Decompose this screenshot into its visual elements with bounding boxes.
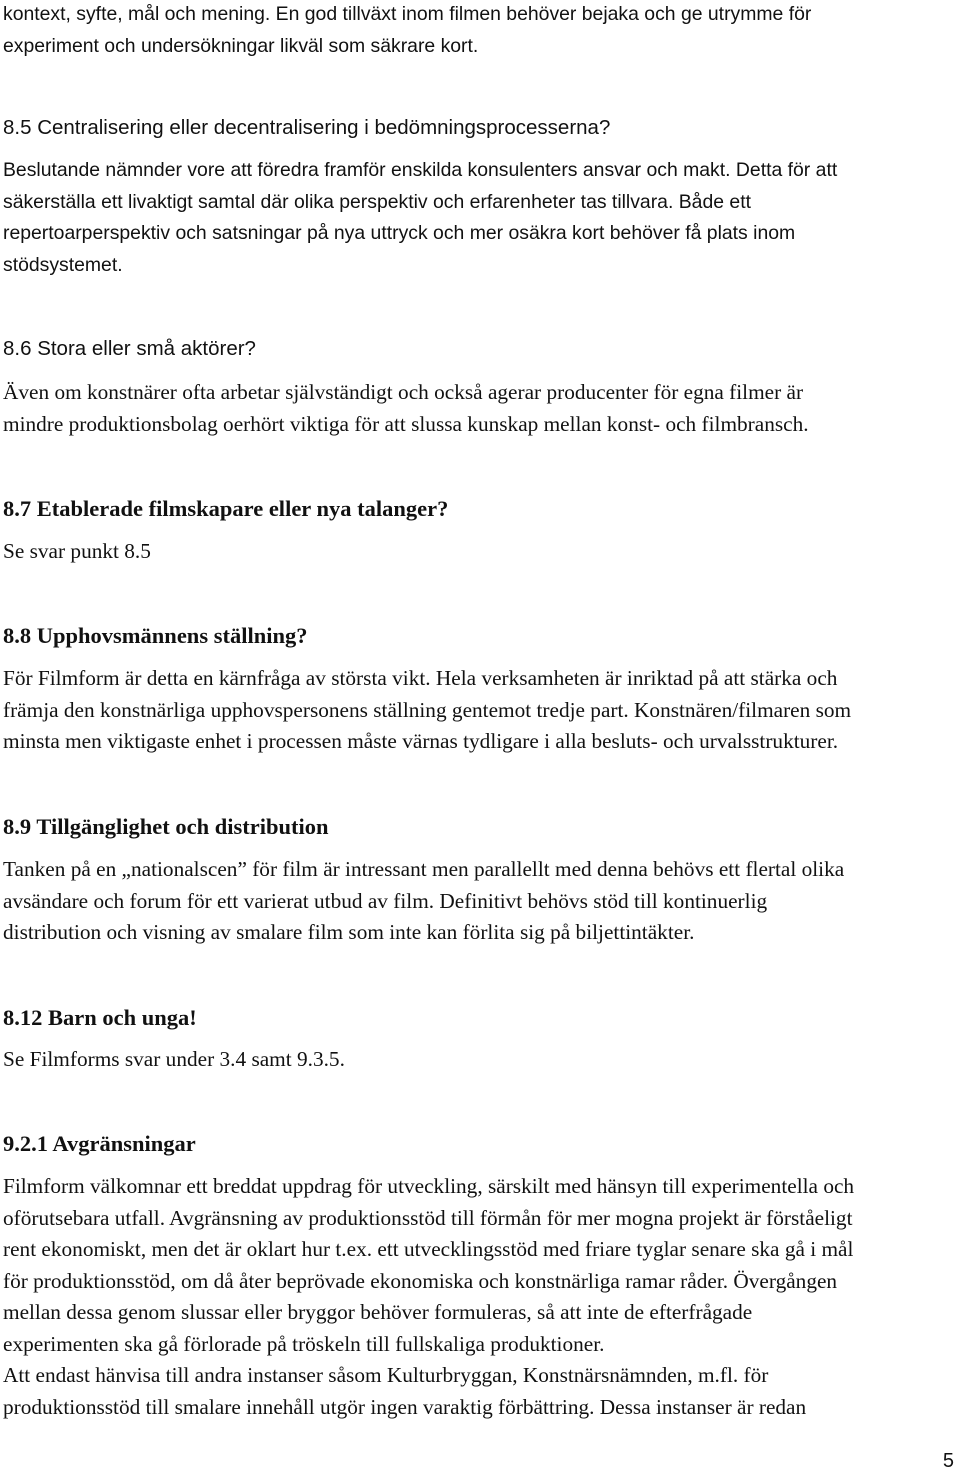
section-heading: 9.2.1 Avgränsningar [3, 1131, 196, 1156]
section-8-12-paragraph [3, 1044, 957, 1076]
paragraph-line: Att endast hänvisa till andra instanser såsom Kulturbryggan, Konstnärsnämnden, m.fl. för [3, 1363, 769, 1387]
section-8-7-paragraph [3, 536, 957, 568]
paragraph-line: repertoarperspektiv och satsningar på nya uttryck och mer osäkra kort behöver få plats inom [3, 222, 796, 244]
paragraph-line: Även om konstnärer ofta arbetar självständigt och också agerar producenter för egna filmer är [3, 380, 804, 404]
paragraph-line: Se Filmforms svar under 3.4 samt 9.3.5. [3, 1047, 345, 1071]
paragraph-line: rent ekonomiskt, men det är oklart hur t.ex. ett utvecklingsstöd med friare tyglar senare ska gå i mål [3, 1237, 854, 1261]
paragraph-line: avsändare och forum för ett varierat utbud av film. Definitivt behövs stöd till kontinuerlig [3, 888, 768, 913]
section-heading: 8.9 Tillgänglighet och distribution [3, 814, 329, 839]
section-8-5 [3, 112, 957, 144]
paragraph-line: oförutsebara utfall. Avgränsning av produktionsstöd till förmån för mer mogna projekt är förståeligt [3, 1205, 853, 1230]
paragraph-line: Tanken på en „nationalscen” för film är intressant men parallellt med denna behövs ett flertal olika [3, 857, 845, 881]
section-heading: 8.7 Etablerade filmskapare eller nya talanger? [3, 496, 449, 521]
paragraph-line: distribution och visning av smalare film som inte kan förlita sig på biljettintäkter. [3, 920, 695, 944]
paragraph-line: produktionsstöd till smalare innehåll utgör ingen varaktig förbättring. Dessa instanser är redan [3, 1394, 807, 1419]
paragraph-line: minsta men viktigaste enhet i processen måste värnas tydligare i alla besluts- och urvalsstrukturer. [3, 729, 839, 753]
paragraph-line: stödsystemet. [3, 253, 123, 276]
section-8-6-paragraph [3, 377, 957, 440]
paragraph-line: mellan dessa genom slussar eller bryggor behöver formuleras, så att inte de efterfrågade [3, 1300, 753, 1324]
section-heading: 8.12 Barn och unga! [3, 1005, 197, 1030]
paragraph-line: experimenten ska gå förlorade på tröskeln till fullskaliga produktioner. [3, 1331, 605, 1356]
section-8-6 [3, 333, 957, 365]
paragraph-line: Filmform välkomnar ett breddat uppdrag för utveckling, särskilt med hänsyn till experimentella och [3, 1174, 855, 1198]
paragraph-line: Beslutande nämnder vore att föredra framför enskilda konsulenters ansvar och makt. Detta för att [3, 159, 838, 181]
paragraph-line: kontext, syfte, mål och mening. En god tillväxt inom filmen behöver bejaka och ge utrymme för [3, 3, 812, 25]
paragraph-line: För Filmform är detta en kärnfråga av största vikt. Hela verksamheten är inriktad på att stärka och [3, 666, 838, 690]
section-8-9 [3, 811, 957, 843]
section-8-5-paragraph [3, 155, 957, 281]
page-number: 5 [942, 1450, 954, 1472]
section-8-12 [3, 1002, 957, 1034]
section-9-2-1 [3, 1128, 957, 1160]
paragraph-line: säkerställa ett livaktigt samtal där olika perspektiv och erfarenheter tas tillvara. Både ett [3, 190, 751, 213]
section-heading: 8.5 Centralisering eller decentralisering i bedömningsprocesserna? [3, 116, 611, 139]
section-heading: 8.6 Stora eller små aktörer? [3, 337, 256, 360]
section-8-7 [3, 493, 957, 525]
section-8-8 [3, 620, 957, 652]
section-8-8-paragraph [3, 663, 957, 758]
paragraph-line: för produktionsstöd, om då åter beprövade ekonomiska och konstnärliga ramar råder. Övergången [3, 1268, 838, 1293]
section-9-2-1-paragraph [3, 1171, 957, 1423]
paragraph-line: mindre produktionsbolag oerhört viktiga för att slussa kunskap mellan konst- och filmbransch. [3, 411, 809, 436]
paragraph-line: experiment och undersökningar likväl som säkrare kort. [3, 34, 479, 57]
paragraph-line: Se svar punkt 8.5 [3, 539, 151, 563]
section-8-9-paragraph [3, 854, 957, 949]
paragraph-line: främja den konstnärliga upphovspersonens ställning gentemot tredje part. Konstnären/filmaren som [3, 697, 852, 722]
intro-paragraph [3, 0, 957, 62]
section-heading: 8.8 Upphovsmännens ställning? [3, 623, 308, 648]
